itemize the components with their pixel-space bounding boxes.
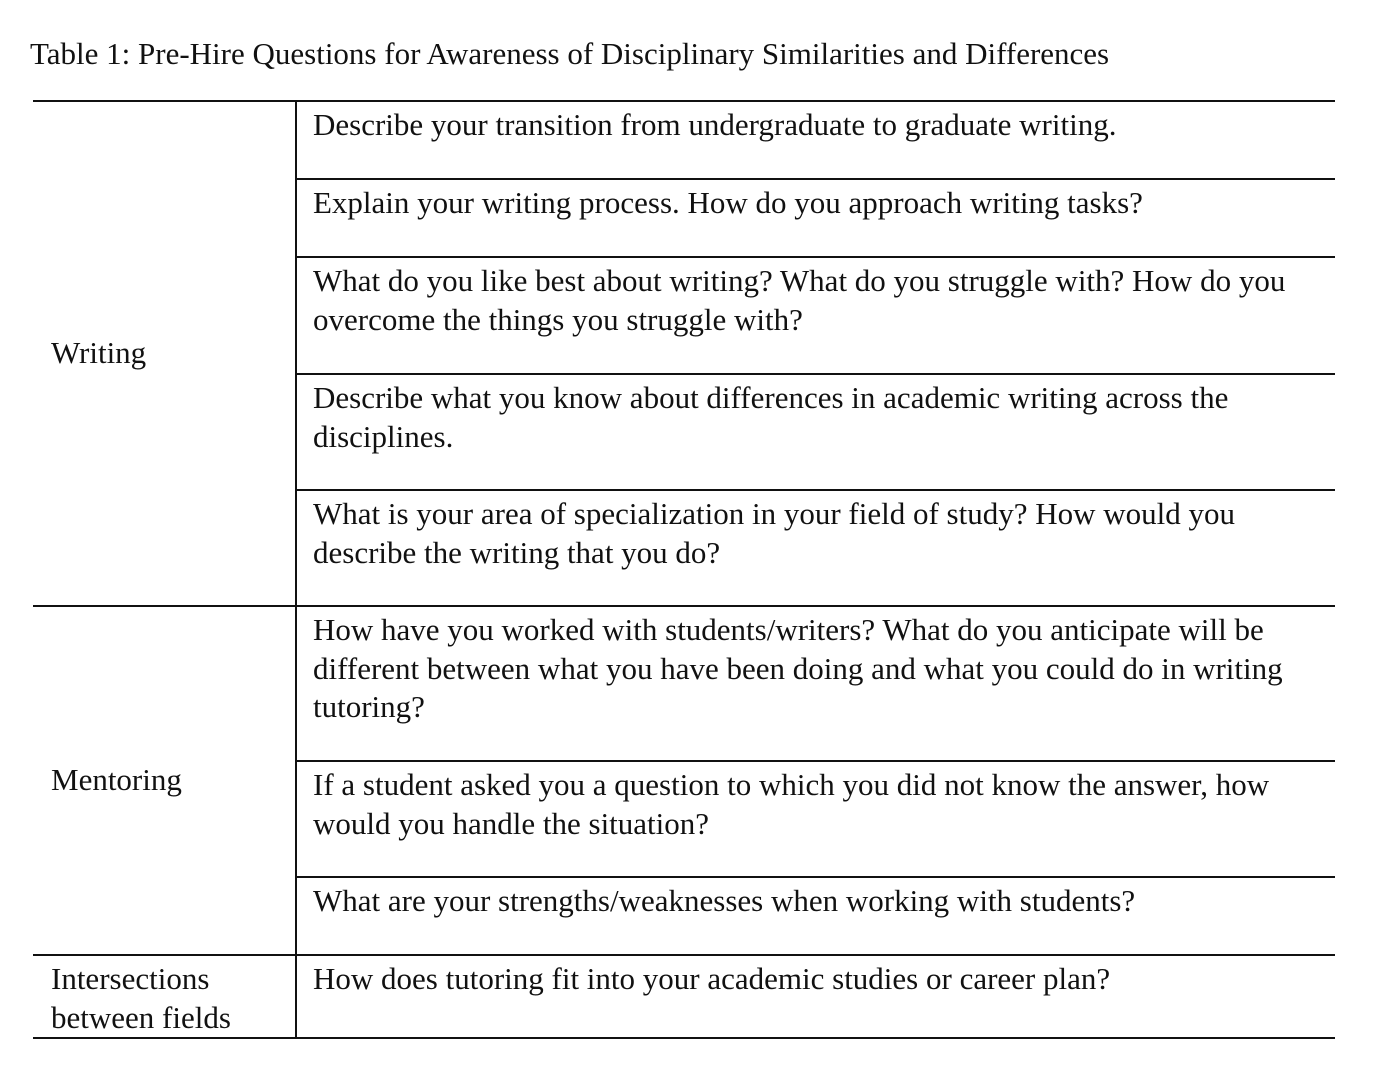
- table-row: [33, 606, 1335, 761]
- question-cell: What are your strengths/weaknesses when working with students?: [296, 877, 1335, 955]
- category-label: Mentoring: [51, 762, 182, 798]
- category-intersections: [33, 955, 296, 1038]
- questions-table: [33, 100, 1335, 1039]
- question-cell: How does tutoring fit into your academic studies or career plan?: [296, 955, 1335, 1038]
- question-cell: Describe what you know about differences in academic writing across the disciplines.: [296, 374, 1335, 490]
- category-writing: [33, 101, 296, 606]
- question-cell: Explain your writing process. How do you approach writing tasks?: [296, 179, 1335, 257]
- question-cell: If a student asked you a question to which you did not know the answer, how would you handle the situation?: [296, 761, 1335, 877]
- category-label: Intersections between fields: [51, 961, 231, 1035]
- question-cell: What is your area of specialization in your field of study? How would you describe the writing that you do?: [296, 490, 1335, 606]
- table-row: [33, 955, 1335, 1038]
- question-cell: How have you worked with students/writers? What do you anticipate will be different between what you have been doing and what you could do in writing tutoring?: [296, 606, 1335, 761]
- table-caption: Table 1: Pre-Hire Questions for Awareness of Disciplinary Similarities and Differences: [30, 36, 1110, 71]
- category-mentoring: [33, 606, 296, 955]
- question-cell: What do you like best about writing? What do you struggle with? How do you overcome the things you struggle with?: [296, 257, 1335, 374]
- table-row: [33, 101, 1335, 179]
- category-label: Writing: [51, 335, 147, 371]
- question-cell: Describe your transition from undergraduate to graduate writing.: [296, 101, 1335, 179]
